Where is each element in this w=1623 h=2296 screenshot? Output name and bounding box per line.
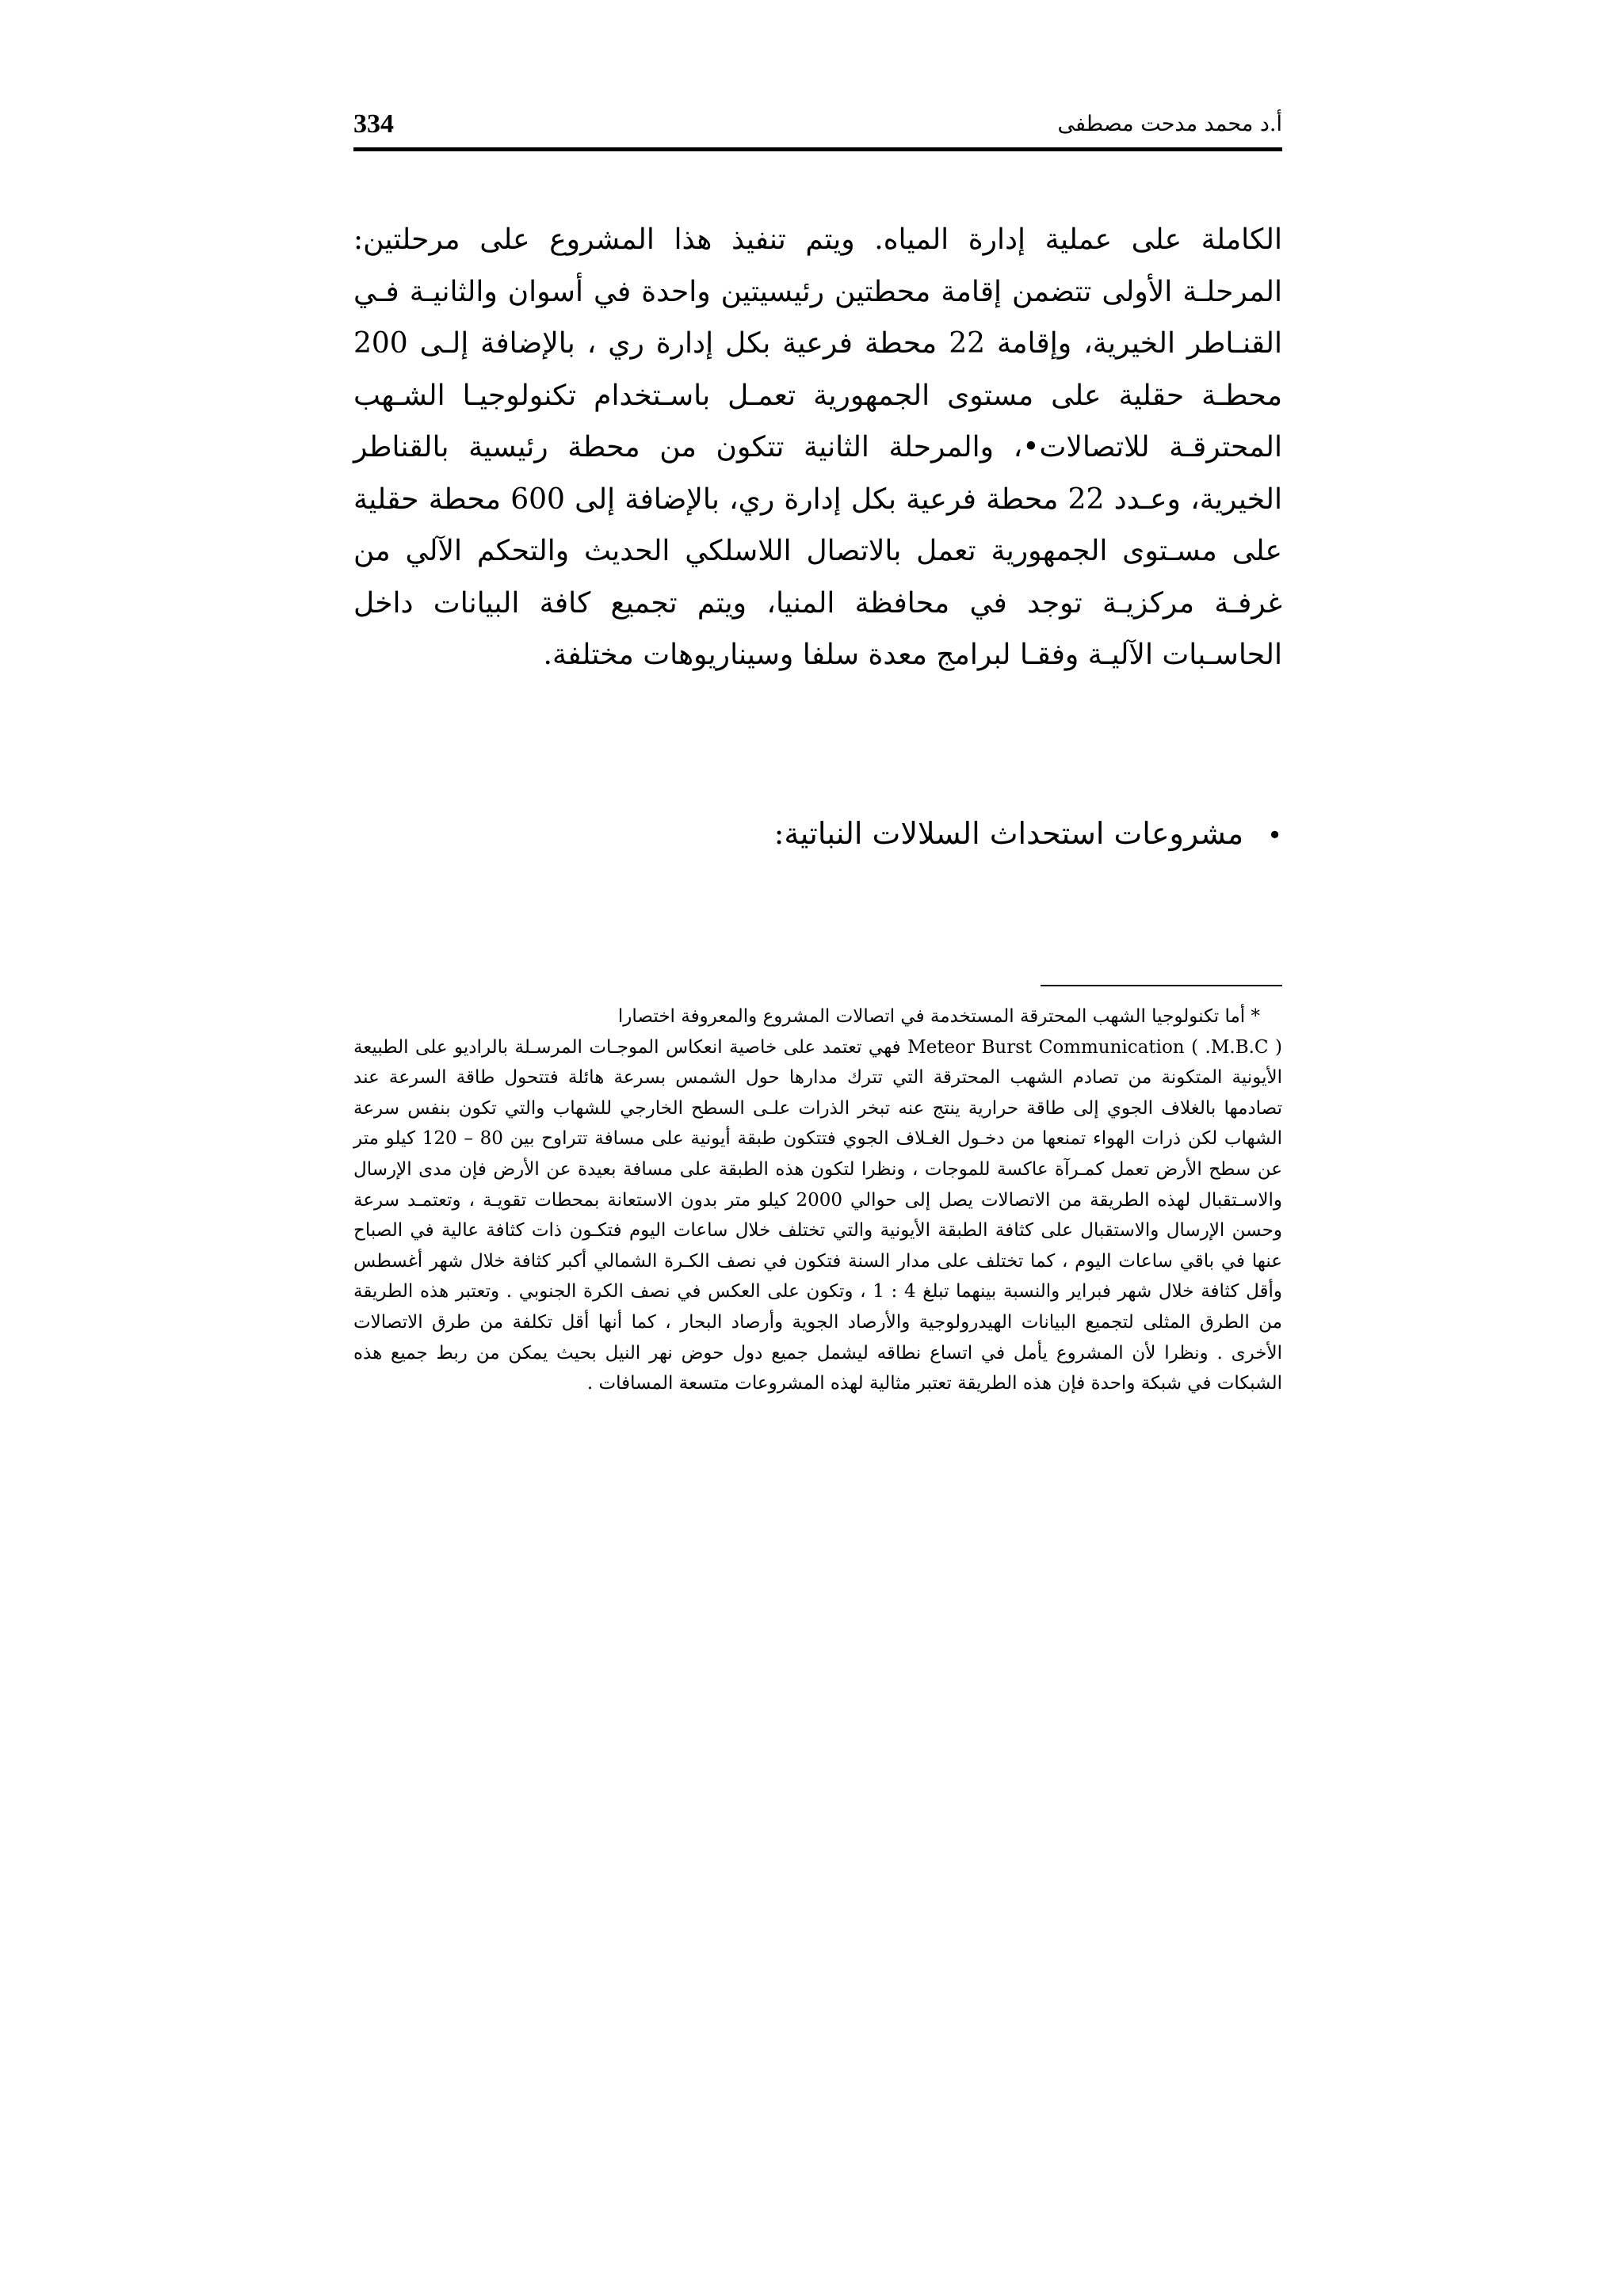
footnote-lead: * أما تكنولوجيا الشهب المحترقة المستخدمة في اتصالات المشروع والمعروفة اختصارا [617, 1006, 1260, 1027]
page-header [353, 105, 1282, 151]
page-number: 334 [353, 109, 394, 139]
running-head-author: أ.د محمد مدحت مصطفى [1057, 112, 1282, 136]
main-text [353, 214, 1282, 681]
footnote-paragraph [353, 1001, 1282, 1399]
footnote-separator [1041, 985, 1282, 986]
footnote [353, 1001, 1282, 1399]
section-heading: مشروعات استحداث السلالات النباتية: [773, 816, 1244, 851]
section-heading-item [353, 810, 1282, 859]
header-rule [353, 147, 1282, 151]
body-paragraph: الكاملة على عملية إدارة المياه. ويتم تنفيذ هذا المشروع على مرحلتين: المرحلـة الأولى تتضمن إقامة محطتين رئيسيتين واحدة في أسوان والثانيـة فـي القنـاطر الخيرية، وإقامة 22 محطة فرعية بكل إدارة ري ، بالإضافة إلـى 200 محطـة حقلية على مستوى الجمهورية تعمـل باسـتخدام تكنولوجيـا الشـهب المحترقـة للاتصالات•، والمرحلة الثانية تتكون من محطة رئيسية بالقناطر الخيرية، وعـدد 22 محطة فرعية بكل إدارة ري، بالإضافة إلى 600 محطة حقلية على مسـتوى الجمهورية تعمل بالاتصال اللاسلكي الحديث والتحكم الآلي من غرفـة مركزيـة توجد في محافظة المنيا، ويتم تجميع كافة البيانات داخل الحاسـبات الآليـة وفقـا لبرامج معدة سلفا وسيناريوهات مختلفة. [353, 223, 1282, 671]
footnote-text: ( M.B.C. ) Meteor Burst Communication فهي تعتمد على خاصية انعكاس الموجـات المرسـلة بالراديو على الطبيعة الأيونية المتكونة من تصادم الشهب المحترقة التي تترك مدارها حول الشمس بسرعة هائلة فتتحول طاقة السرعة عند تصادمها بالغلاف الجوي إلى طاقة حرارية ينتج عنه تبخر الذرات علـى السطح الخارجي للشهاب والتي تكون بنفس سرعة الشهاب لكن ذرات الهواء تمنعها من دخـول الغـلاف الجوي فتتكون طبقة أيونية على مسافة تتراوح بين 80 – 120 كيلو متر عن سطح الأرض تعمل كمـرآة عاكسة للموجات ، ونظرا لتكون هذه الطبقة على مسافة بعيدة عن الأرض فإن مدى الإرسال والاسـتقبال لهذه الطريقة من الاتصالات يصل إلى حوالي 2000 كيلو متر بدون الاستعانة بمحطات تقويـة ، وتعتمـد سرعة وحسن الإرسال والاستقبال على كثافة الطبقة الأيونية والتي تختلف خلال ساعات اليوم فتكـون ذات كثافة عالية في الصباح عنها في باقي ساعات اليوم ، كما تختلف على مدار السنة فتكون في نصف الكـرة الشمالي أكبر كثافة خلال شهر أغسطس وأقل كثافة خلال شهر فبراير والنسبة بينهما تبلغ 4 : 1 ، وتكون على العكس في نصف الكرة الجنوبي . وتعتبر هذه الطريقة من الطرق المثلى لتجميع البيانات الهيدرولوجية والأرصاد الجوية وأرصاد البحار ، كما أنها أقل تكلفة من طرق الاتصالات الأخرى . ونظرا لأن المشروع يأمل في اتساع نطاقه ليشمل جميع دول حوض نهر النيل بحيث يمكن من ربط جميع هذه الشبكات في شبكة واحدة فإن هذه الطريقة تعتبر مثالية لهذه المشروعات متسعة المسافات . [353, 1036, 1283, 1394]
bullet-icon: • [1267, 820, 1282, 850]
